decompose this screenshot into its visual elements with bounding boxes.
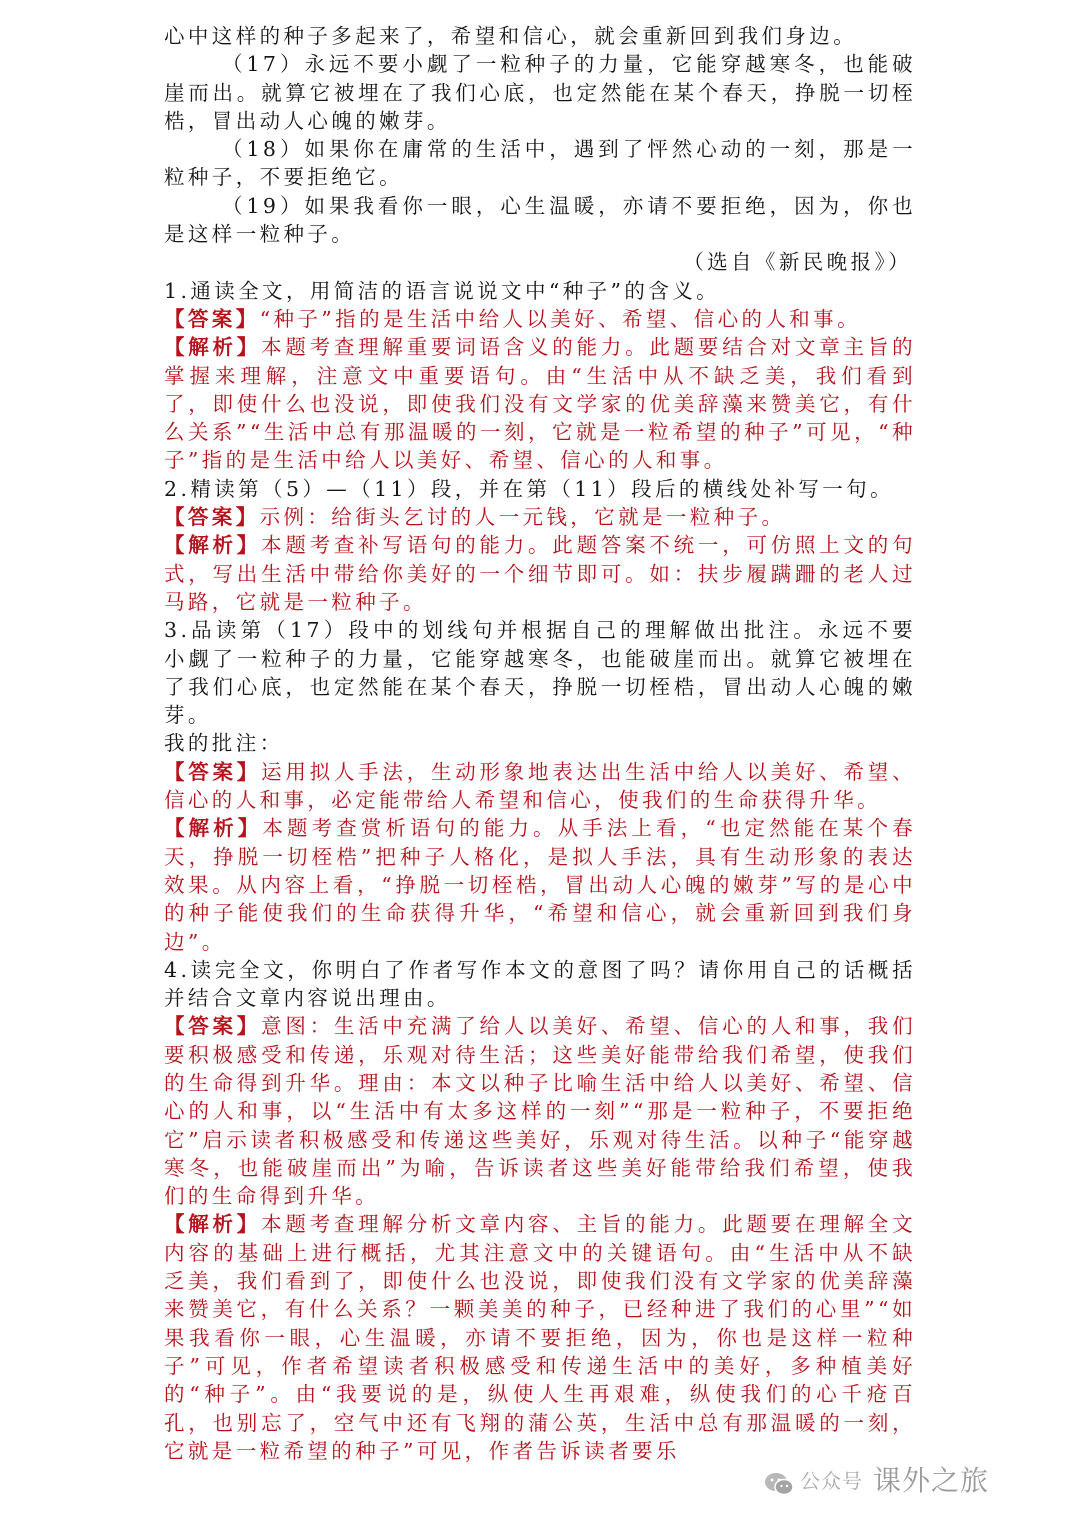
answer-tag: 【答案】 (164, 759, 262, 784)
analysis-text: 本题考查赏析语句的能力。从手法上看，“也定然能在某个春天，挣脱一切桎梏”把种子人格化，是拟人手法，具有生动形象的表达效果。从内容上看，“挣脱一切桎梏，冒出动人心魄的嫩芽”写的是心中的种子能使我们的生命获得升华，“希望和信心，就会重新回到我们身边”。 (164, 816, 916, 954)
article-source: （选自《新民晚报》） (683, 250, 912, 275)
document-page (164, 22, 916, 1465)
article-paragraph-17: （17）永远不要小觑了一粒种子的力量，它能穿越寒冬，也能破崖而出。就算它被埋在了我们心底，也定然能在某个春天，挣脱一切桎梏，冒出动人心魄的嫩芽。 (164, 52, 916, 133)
answer-tag: 【答案】 (164, 505, 260, 530)
question-4-prompt: 4.读完全文，你明白了作者写作本文的意图了吗？请你用自己的话概括并结合文章内容说出理由。 (164, 957, 916, 1011)
analysis-tag: 【解析】 (164, 335, 262, 360)
question-3-note-label: 我的批注： (164, 731, 284, 756)
watermark (764, 1460, 1064, 1500)
answer-text: 运用拟人手法，生动形象地表达出生活中给人以美好、希望、信心的人和事，必定能带给人希望和信心，使我们的生命获得升华。 (164, 759, 916, 813)
analysis-text: 本题考查理解分析文章内容、主旨的能力。此题要在理解全文内容的基础上进行概括，尤其注意文中的关键语句。由“生活中从不缺乏美，我们看到了，即使什么也没说，即使我们没有文学家的优美辞藻来赞美它，有什么关系？一颗美美的种子，已经种进了我们的心里”“如果我看你一眼，心生温暖，亦请不要拒绝，因为，你也是这样一粒种子”可见，作者希望读者积极感受和传递生活中的美好，多种植美好的“种子”。由“我要说的是，纵使人生再艰难，纵使我们的心千疮百孔，也别忘了，空气中还有飞翔的蒲公英，生活中总有那温暖的一刻，它就是一粒希望的种子”可见，作者告诉读者要乐 (164, 1212, 916, 1463)
article-paragraph-18: （18）如果你在庸常的生活中，遇到了怦然心动的一刻，那是一粒种子，不要拒绝它。 (164, 137, 916, 190)
question-2-answer (164, 503, 916, 531)
watermark-account-name: 课外之旅 (873, 1464, 990, 1497)
answer-text: 意图：生活中充满了给人以美好、希望、信心的人和事，我们要积极感受和传递，乐观对待生活；这些美好能带给我们希望，使我们的生命得到升华。理由：本文以种子比喻生活中给人以美好、希望、信心的人和事，以“生活中有太多这样的一刻”“那是一粒种子，不要拒绝它”启示读者积极感受和传递这些美好，乐观对待生活。以种子“能穿越寒冬，也能破崖而出”为喻，告诉读者这些美好能带给我们希望，使我们的生命得到升华。 (164, 1014, 916, 1209)
question-1-answer (164, 305, 916, 333)
analysis-text: 本题考查补写语句的能力。此题答案不统一，可仿照上文的句式，写出生活中带给你美好的一个细节即可。如：扶步履蹒跚的老人过马路，它就是一粒种子。 (164, 533, 916, 614)
answer-text: 示例：给街头乞讨的人一元钱，它就是一粒种子。 (259, 505, 786, 530)
answer-text: “种子”指的是生活中给人以美好、希望、信心的人和事。 (259, 306, 861, 331)
wechat-icon (764, 1468, 794, 1494)
analysis-tag: 【解析】 (164, 816, 263, 841)
question-4-answer (164, 1012, 916, 1210)
answer-tag: 【答案】 (164, 306, 260, 331)
question-1-analysis (164, 333, 916, 474)
question-3-answer (164, 758, 916, 815)
article-paragraph-19: （19）如果我看你一眼，心生温暖，亦请不要拒绝，因为，你也是这样一粒种子。 (164, 193, 916, 247)
analysis-tag: 【解析】 (164, 533, 262, 558)
watermark-label: 公众号 (800, 1469, 863, 1493)
question-3-analysis (164, 814, 916, 955)
question-2-prompt: 2.精读第（5）—（11）段，并在第（11）段后的横线处补写一句。 (164, 476, 894, 501)
article-paragraph-16-cont: 心中这样的种子多起来了，希望和信心，就会重新回到我们身边。 (164, 24, 858, 48)
question-4-analysis (164, 1210, 916, 1465)
answer-tag: 【答案】 (164, 1014, 262, 1039)
question-3-prompt: 3.品读第（17）段中的划线句并根据自己的理解做出批注。永远不要小觑了一粒种子的力量，它能穿越寒冬，也能破崖而出。就算它被埋在了我们心底，也定然能在某个春天，挣脱一切桎梏，冒出动人心魄的嫩芽。 (164, 618, 916, 728)
question-1-prompt: 1.通读全文，用简洁的语言说说文中“种子”的含义。 (164, 278, 721, 303)
analysis-text: 本题考查理解重要词语含义的能力。此题要结合对文章主旨的掌握来理解，注意文中重要语句。由“生活中从不缺乏美，我们看到了，即使什么也没说，即使我们没有文学家的优美辞藻来赞美它，有什么关系”“生活中总有那温暖的一刻，它就是一粒希望的种子”可见，“种子”指的是生活中给人以美好、希望、信心的人和事。 (164, 335, 916, 473)
question-2-analysis (164, 531, 916, 616)
analysis-tag: 【解析】 (164, 1212, 262, 1237)
